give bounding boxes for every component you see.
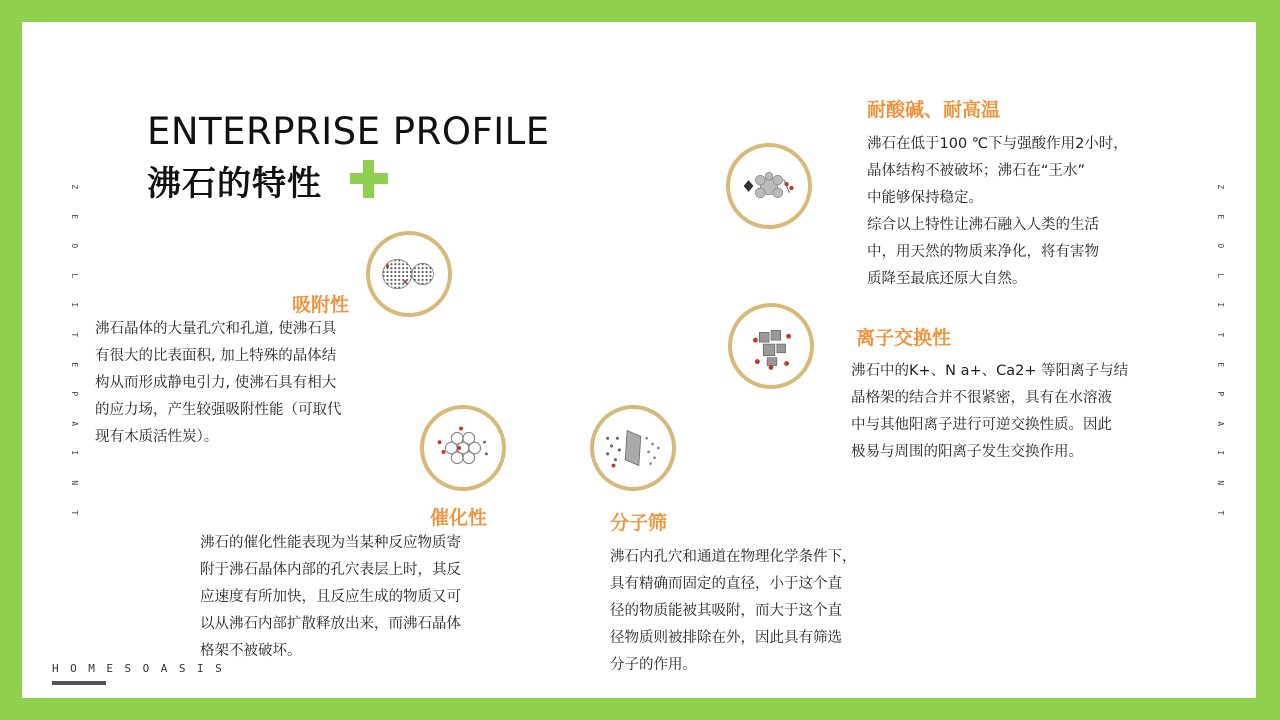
molecule-ion-icon: [728, 303, 814, 389]
vertical-letter: L: [69, 273, 79, 278]
feature-line: 格架不被破坏。: [200, 643, 302, 659]
feature-line: 中能够保持稳定。: [867, 190, 983, 206]
feature-line: 沸石在低于100 ℃下与强酸作用2小时，: [867, 136, 1128, 152]
molecule-adsorb-icon: [366, 231, 452, 317]
feature-acid-body: [867, 131, 1128, 293]
left-vertical-text: [58, 172, 79, 527]
vertical-letter: E: [1215, 213, 1225, 219]
vertical-letter: Z: [1215, 184, 1225, 190]
feature-line: 质降至最底还原大自然。: [867, 271, 1027, 287]
feature-sieve-title: 分子筛: [610, 512, 668, 534]
vertical-letter: E: [69, 361, 79, 367]
footer-underline: [52, 681, 106, 685]
feature-line: 综合以上特性让沸石融入人类的生活: [867, 217, 1099, 233]
vertical-letter: T: [1215, 332, 1225, 338]
vertical-letter: I: [69, 302, 79, 308]
feature-line: 晶体结构不被破坏；沸石在“王水”: [867, 163, 1086, 179]
vertical-letter: I: [69, 450, 79, 456]
vertical-letter: N: [1215, 480, 1225, 486]
feature-sieve-body: [610, 544, 857, 679]
vertical-letter: O: [1215, 243, 1225, 249]
title-cn: 沸石的特性: [147, 164, 322, 204]
vertical-letter: P: [1215, 391, 1225, 397]
feature-line: 沸石中的K+、N a+、Ca2+ 等阳离子与结: [851, 363, 1129, 379]
molecule-acid-icon: [726, 143, 812, 229]
plus-icon: [348, 158, 390, 200]
title-en: ENTERPRISE PROFILE: [147, 110, 550, 153]
feature-ion-body: [851, 358, 1128, 466]
feature-line: 晶格架的结合并不很紧密，具有在水溶液: [851, 390, 1112, 406]
vertical-letter: I: [1215, 302, 1225, 308]
vertical-letter: A: [69, 421, 79, 426]
feature-line: 径物质则被排除在外，因此具有筛选: [610, 630, 842, 646]
feature-line: 中与其他阳离子进行可逆交换性质。因此: [851, 417, 1112, 433]
vertical-letter: P: [69, 391, 79, 397]
feature-line: 以从沸石内部扩散释放出来，而沸石晶体: [200, 616, 461, 632]
feature-line: 应速度有所加快，且反应生成的物质又可: [200, 589, 461, 605]
feature-line: 的应力场，产生较强吸附性能（可取代: [95, 402, 342, 418]
feature-line: 径的物质能被其吸附，而大于这个直: [610, 603, 842, 619]
feature-line: 有很大的比表面积, 加上特殊的晶体结: [95, 348, 337, 364]
feature-line: 极易与周围的阳离子发生交换作用。: [851, 444, 1083, 460]
vertical-letter: N: [69, 480, 79, 486]
feature-ion-title: 离子交换性: [856, 327, 952, 349]
vertical-letter: A: [1215, 421, 1225, 426]
footer-brand: HOMESOASIS: [52, 662, 234, 675]
vertical-letter: E: [69, 213, 79, 219]
feature-catalysis-title: 催化性: [430, 507, 488, 529]
molecule-catalysis-icon: [420, 405, 506, 491]
vertical-letter: E: [1215, 361, 1225, 367]
feature-line: 具有精确而固定的直径，小于这个直: [610, 576, 842, 592]
feature-line: 构从而形成静电引力, 使沸石具有相大: [95, 375, 337, 391]
feature-catalysis-body: [200, 530, 461, 665]
vertical-letter: T: [1215, 509, 1225, 515]
vertical-letter: T: [69, 509, 79, 515]
vertical-letter: Z: [69, 184, 79, 190]
feature-adsorb-title: 吸附性: [292, 294, 350, 316]
feature-adsorb-body: [95, 316, 342, 451]
feature-line: 中，用天然的物质来净化，将有害物: [867, 244, 1099, 260]
feature-acid-title: 耐酸碱、耐高温: [867, 99, 1001, 121]
feature-line: 沸石内孔穴和通道在物理化学条件下，: [610, 549, 857, 565]
feature-line: 分子的作用。: [610, 657, 697, 673]
vertical-letter: I: [1215, 450, 1225, 456]
feature-line: 附于沸石晶体内部的孔穴表层上时，其反: [200, 562, 461, 578]
slide: [22, 22, 1256, 698]
feature-line: 沸石的催化性能表现为当某种反应物质寄: [200, 535, 461, 551]
feature-line: 沸石晶体的大量孔穴和孔道, 使沸石具: [95, 321, 337, 337]
feature-line: 现有木质活性炭）。: [95, 429, 219, 445]
vertical-letter: L: [1215, 273, 1225, 278]
vertical-letter: T: [69, 332, 79, 338]
right-vertical-text: [1204, 172, 1225, 527]
molecule-sieve-icon: [590, 405, 676, 491]
vertical-letter: O: [69, 243, 79, 249]
